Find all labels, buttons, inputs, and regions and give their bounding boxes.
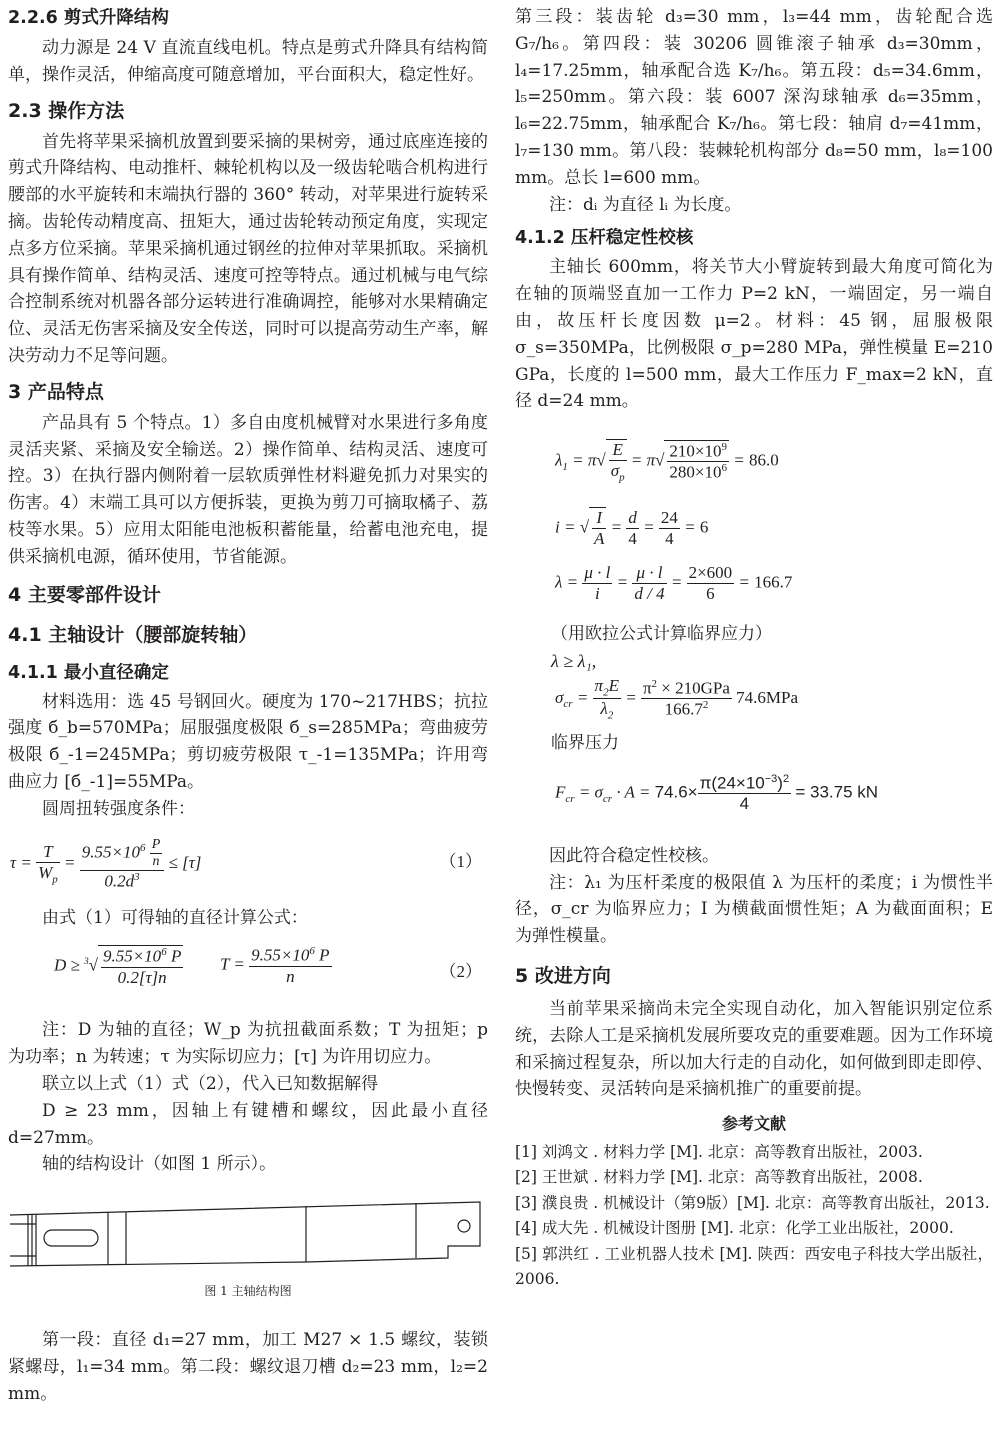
section-2-2-6-heading: 2.2.6 剪式升降结构 <box>8 8 169 28</box>
reference-item: [2] 王世斌 . 材料力学 [M]. 北京：高等教育出版社，2008. <box>515 1168 923 1187</box>
reference-item: [5] 郭洪红 . 工业机器人技术 [M]. 陕西：西安电子科技大学出版社，2006. <box>515 1244 993 1289</box>
figure-1 <box>8 1200 488 1305</box>
equation-lambda1: $\lambda_1 = \pi√$ $\frac{E}{\sigma_p}$ = π√ $\frac{210\times 10^9}{280\times 10^6}$ = 86.0 <box>555 440 779 484</box>
section-2-3-paragraph: 首先将苹果采摘机放置到要采摘的果树旁，通过底座连接的剪式升降结构、电动推杆、棘轮机构以及一级齿轮啮合机构进行腰部的水平旋转和末端执行器的 360° 转动，对苹果进行旋转采摘。齿轮传动精度高、扭矩大，通过齿轮转动预定角度，实现定点多方位采摘。苹果采摘机通过钢丝的拉伸对苹果抓取。采摘机具有操作简单、结构灵活、速度可控等特点。通过机械与电气综合控制系统对机器各部分运转进行准确调控，能够对水果精确定位、灵活无伤害采摘及安全传送，同时可以提高劳动生产率，解决劳动力不足等问题。 <box>8 131 488 366</box>
section-2-2-6-paragraph: 动力源是 24 V 直流直线电机。特点是剪式升降具有结构简单，操作灵活，伸缩高度可随意增加，平台面积大，稳定性好。 <box>8 38 488 85</box>
section-4-1-1-heading: 4.1.1 最小直径确定 <box>8 662 169 683</box>
shaft-drawing <box>8 1200 488 1272</box>
diameter-formula-text: 由式（1）可得轴的直径计算公式： <box>42 907 308 928</box>
left-column <box>8 0 488 1407</box>
critical-pressure-label: 临界压力 <box>551 732 619 753</box>
section-4-1-heading: 4.1 主轴设计（腰部旋转轴） <box>8 623 258 646</box>
reference-item: [3] 濮良贵 . 机械设计（第9版）[M]. 北京：高等教育出版社，2013. <box>515 1193 990 1212</box>
lambda1-result: 86.0 <box>749 450 779 470</box>
segment-1-2-paragraph: 第一段：直径 d₁=27 mm，加工 M27 × 1.5 螺纹，装锁紧螺母，l₁=34 mm。第二段：螺纹退刀槽 d₂=23 mm，l₂=2 mm。 <box>8 1329 488 1404</box>
section-3-paragraph: 产品具有 5 个特点。1）多自由度机械臂对水果进行多角度灵活夹紧、采摘及安全输送。2）操作简单、结构灵活、速度可控。3）在执行器内侧附着一层软质弹性材料避免抓力对果实的伤害。4）末端工具可以方便拆装，更换为剪刀可摘取橘子、荔枝等水果。5）应用太阳能电池板积蓄能量，给蓄电池充电，提供采摘机电源，循环使用，节省能源。 <box>8 412 488 567</box>
references-list <box>515 1140 993 1293</box>
material-paragraph: 材料选用：选 45 号钢回火。硬度为 170~217HBS；抗拉强度 б_b=570MPa；屈服强度极限 б_s=285MPa；弯曲疲劳极限 б_-1=245MPa；剪切疲劳极限 τ_-1=135MPa；许用弯曲应力 [б_-1]=55MPa。 <box>8 691 488 792</box>
note-d-paragraph: 注：dᵢ 为直径 lᵢ 为长度。 <box>549 194 742 215</box>
i-result: 6 <box>699 517 709 537</box>
equation-sigma: $\sigma_{cr}$ = $\frac{\pi_2E}{\lambda_2}$ = $\frac{\pi^2 \times 210GPa}{166.7^2}$ 74.6MPa <box>555 675 799 722</box>
equation-lambda: λ = $\frac{\mu \cdot l}{i}$ = $\frac{\mu \cdot l}{d / 4}$ = $\frac{2\times 600}{6}$ = 166.7 <box>555 563 793 604</box>
sigma-result: 74.6MPa <box>736 687 799 707</box>
structure-text: 轴的结构设计（如图 1 所示）。 <box>42 1154 277 1175</box>
shaft-stability-paragraph: 主轴长 600mm，将关节大小臂旋转到最大角度可简化为在轴的顶端竖直加一工作力 P=2 kN，一端固定，另一端自由，故压杆长度因数 μ=2。材料：45 钢，屈服极限 σ_s=350MPa，比例极限 σ_p=280 MPa，弹性模量 E=210 GPa，长度的 l=500 mm，最大工作压力 F_max=2 kN，直径 d=24 mm。 <box>515 257 993 412</box>
section-3-heading: 3 产品特点 <box>8 380 104 403</box>
references-title: 参考文献 <box>721 1114 786 1134</box>
reference-item: [1] 刘鸿文 . 材料力学 [M]. 北京：高等教育出版社，2003. <box>515 1142 923 1161</box>
section-5-heading: 5 改进方向 <box>515 964 611 987</box>
segment-3-8-paragraph: 第三段：装齿轮 d₃=30 mm，l₃=44 mm，齿轮配合选 G₇/h₆。第四段：装 30206 圆锥滚子轴承 d₃=30mm，l₄=17.25mm，轴承配合选 K₇/h₆。第五段：d₅=34.6mm，l₅=250mm。第六段：装 6007 深沟球轴承 d₆=35mm，l₆=22.75mm，轴承配合 K₇/h₆。第七段：轴肩 d₇=41mm，l₇=130 mm。第八段：装棘轮机构部分 d₈=50 mm，l₈=100 mm。总长 l=600 mm。 <box>515 7 993 188</box>
section-4-heading: 4 主要零部件设计 <box>8 583 161 606</box>
euler-text: （用欧拉公式计算临界应力） <box>551 624 772 645</box>
section-2-3-heading: 2.3 操作方法 <box>8 99 125 122</box>
solve-text: 联立以上式（1）式（2），代入已知数据解得 <box>42 1073 379 1094</box>
equation-2: D ≥ $^3$√ $\frac{9.55\times 10^6 P}{0.2[\tau]n}$ T = $\frac{9.55\times 10^6 P}{n}$ （2） <box>54 945 482 987</box>
equation-1: τ = $\frac{T}{W_p}$ = $9.55\times 10^6$ $\frac{P}{n}$ $0.2d^3$ ≤ [τ] （1） <box>10 836 482 891</box>
torsion-condition-text: 圆周扭转强度条件： <box>42 798 195 819</box>
section-4-1-2-heading: 4.1.2 压杆稳定性校核 <box>515 228 694 249</box>
equation-i: i = √ $\frac{I}{A}$ = $\frac{d}{4}$ = $\frac{24}{4}$ = 6 <box>555 508 709 549</box>
lambda-inequality: λ ≥ λ₁, <box>551 650 597 671</box>
section-5-paragraph: 当前苹果采摘尚未完全实现自动化，加入智能识别定位系统，去除人工是采摘机发展所要攻克的重要难题。因为工作环境和采摘过程复杂，所以加大行走的自动化，如何做到即走即停、快慢转变、灵活转向是采摘机推广的重要前提。 <box>515 998 993 1100</box>
equation-2-number: （2） <box>439 962 482 982</box>
equation-1-number: （1） <box>439 851 482 871</box>
F-result: 33.75 kN <box>810 782 879 802</box>
reference-item: [4] 成大先 . 机械设计图册 [M]. 北京：化学工业出版社，2000. <box>515 1219 954 1238</box>
right-column <box>515 0 993 1293</box>
conclusion-text: 因此符合稳定性校核。 <box>549 845 719 866</box>
lambda-result: 166.7 <box>754 572 793 592</box>
figure-1-caption: 图 1 主轴结构图 <box>204 1284 292 1299</box>
note-2-paragraph: 注：λ₁ 为压杆柔度的极限值 λ 为压杆的柔度；i 为惯性半径，σ_cr 为临界应力；I 为横截面惯性矩；A 为截面面积；E 为弹性模量。 <box>515 872 993 947</box>
result-paragraph: D ≥ 23 mm，因轴上有键槽和螺纹，因此最小直径 d=27mm。 <box>8 1100 488 1148</box>
equation-F: $F_{cr} = \sigma_{cr} \cdot A = 74.6\times$ $\frac{\pi(24\times 10^{-3})^2}{4}$ = 33.75 kN <box>555 772 879 814</box>
note-1-paragraph: 注：D 为轴的直径；W_p 为抗扭截面系数；T 为扭矩；p 为功率；n 为转速；τ 为实际切应力；[τ] 为许用切应力。 <box>8 1020 488 1068</box>
